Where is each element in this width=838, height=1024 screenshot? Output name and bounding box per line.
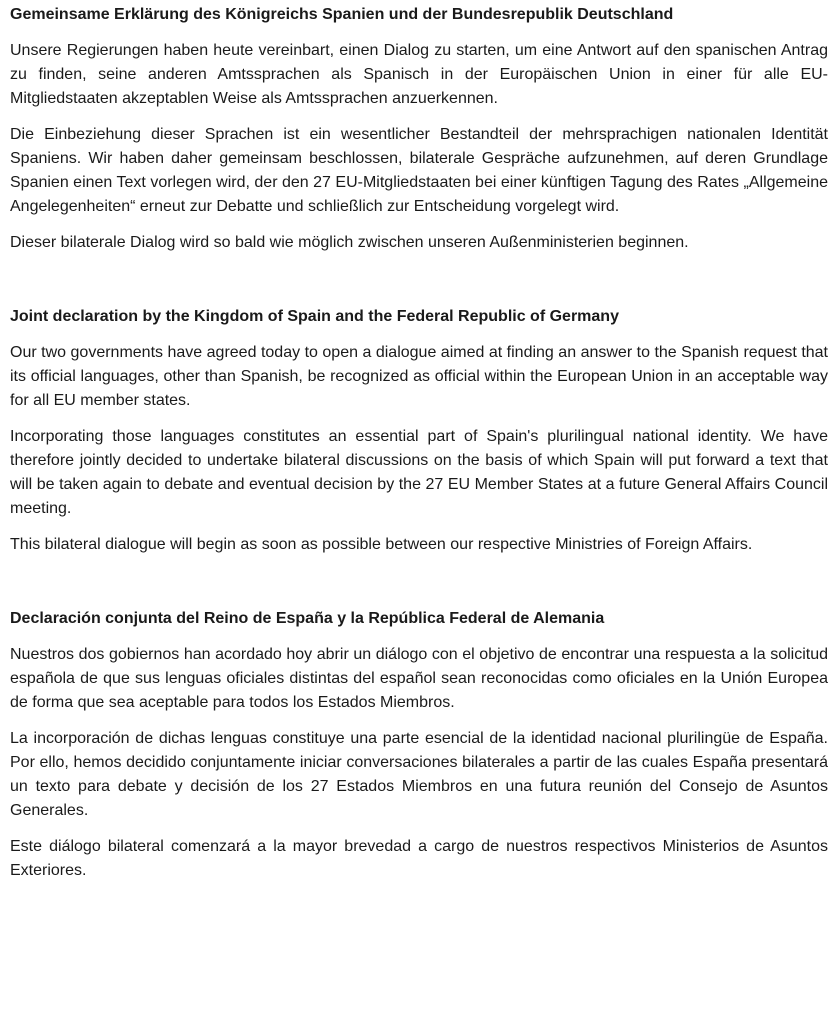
german-paragraph-1: Unsere Regierungen haben heute vereinbart, einen Dialog zu starten, um eine Antwort auf den spanischen Antrag zu finden, seine anderen Amtssprachen als Spanisch in der Europäischen Union in einer für alle EU-Mitgliedstaaten akzeptablen Weise als Amtssprachen anzuerkennen. [10, 42, 828, 107]
english-paragraph-2: Incorporating those languages constitutes an essential part of Spain's plurilingual national identity. We have therefore jointly decided to undertake bilateral discussions on the basis of which Spain will put forward a text that will be taken again to debate and eventual decision by the 27 EU Member States at a future General Affairs Council meeting. [10, 428, 828, 517]
german-paragraph-3: Dieser bilaterale Dialog wird so bald wie möglich zwischen unseren Außenministerien beginnen. [10, 234, 689, 251]
spanish-heading: Declaración conjunta del Reino de España y la República Federal de Alemania [10, 610, 605, 627]
spanish-paragraph-3: Este diálogo bilateral comenzará a la mayor brevedad a cargo de nuestros respectivos Ministerios de Asuntos Exteriores. [10, 838, 828, 879]
english-heading: Joint declaration by the Kingdom of Spain and the Federal Republic of Germany [10, 308, 619, 325]
spanish-paragraph-1: Nuestros dos gobiernos han acordado hoy abrir un diálogo con el objetivo de encontrar una respuesta a la solicitud española de que sus lenguas oficiales distintas del español sean reconocidas como oficiales en la Unión Europea de forma que sea aceptable para todos los Estados Miembros. [10, 646, 828, 711]
english-paragraph-1: Our two governments have agreed today to open a dialogue aimed at finding an answer to the Spanish request that its official languages, other than Spanish, be recognized as official within the European Union in an acceptable way for all EU member states. [10, 344, 828, 409]
section-spanish [10, 557, 828, 883]
english-paragraph-3: This bilateral dialogue will begin as soon as possible between our respective Ministries of Foreign Affairs. [10, 536, 753, 553]
german-paragraph-2: Die Einbeziehung dieser Sprachen ist ein wesentlicher Bestandteil der mehrsprachigen nationalen Identität Spaniens. Wir haben daher gemeinsam beschlossen, bilaterale Gespräche aufzunehmen, auf deren Grundlage Spanien einen Text vorlegen wird, der den 27 EU-Mitgliedstaaten bei einer künftigen Tagung des Rates „Allgemeine Angelegenheiten“ erneut zur Debatte und schließlich zur Entscheidung vorgelegt wird. [10, 126, 828, 215]
spanish-paragraph-2: La incorporación de dichas lenguas constituye una parte esencial de la identidad nacional plurilingüe de España. Por ello, hemos decidido conjuntamente iniciar conversaciones bilaterales a partir de las cuales España presentará un texto para debate y decisión de los 27 Estados Miembros en una futura reunión del Consejo de Asuntos Generales. [10, 730, 828, 819]
german-heading: Gemeinsame Erklärung des Königreichs Spanien und der Bundesrepublik Deutschland [10, 6, 674, 23]
section-german [10, 0, 828, 255]
section-english [10, 255, 828, 557]
